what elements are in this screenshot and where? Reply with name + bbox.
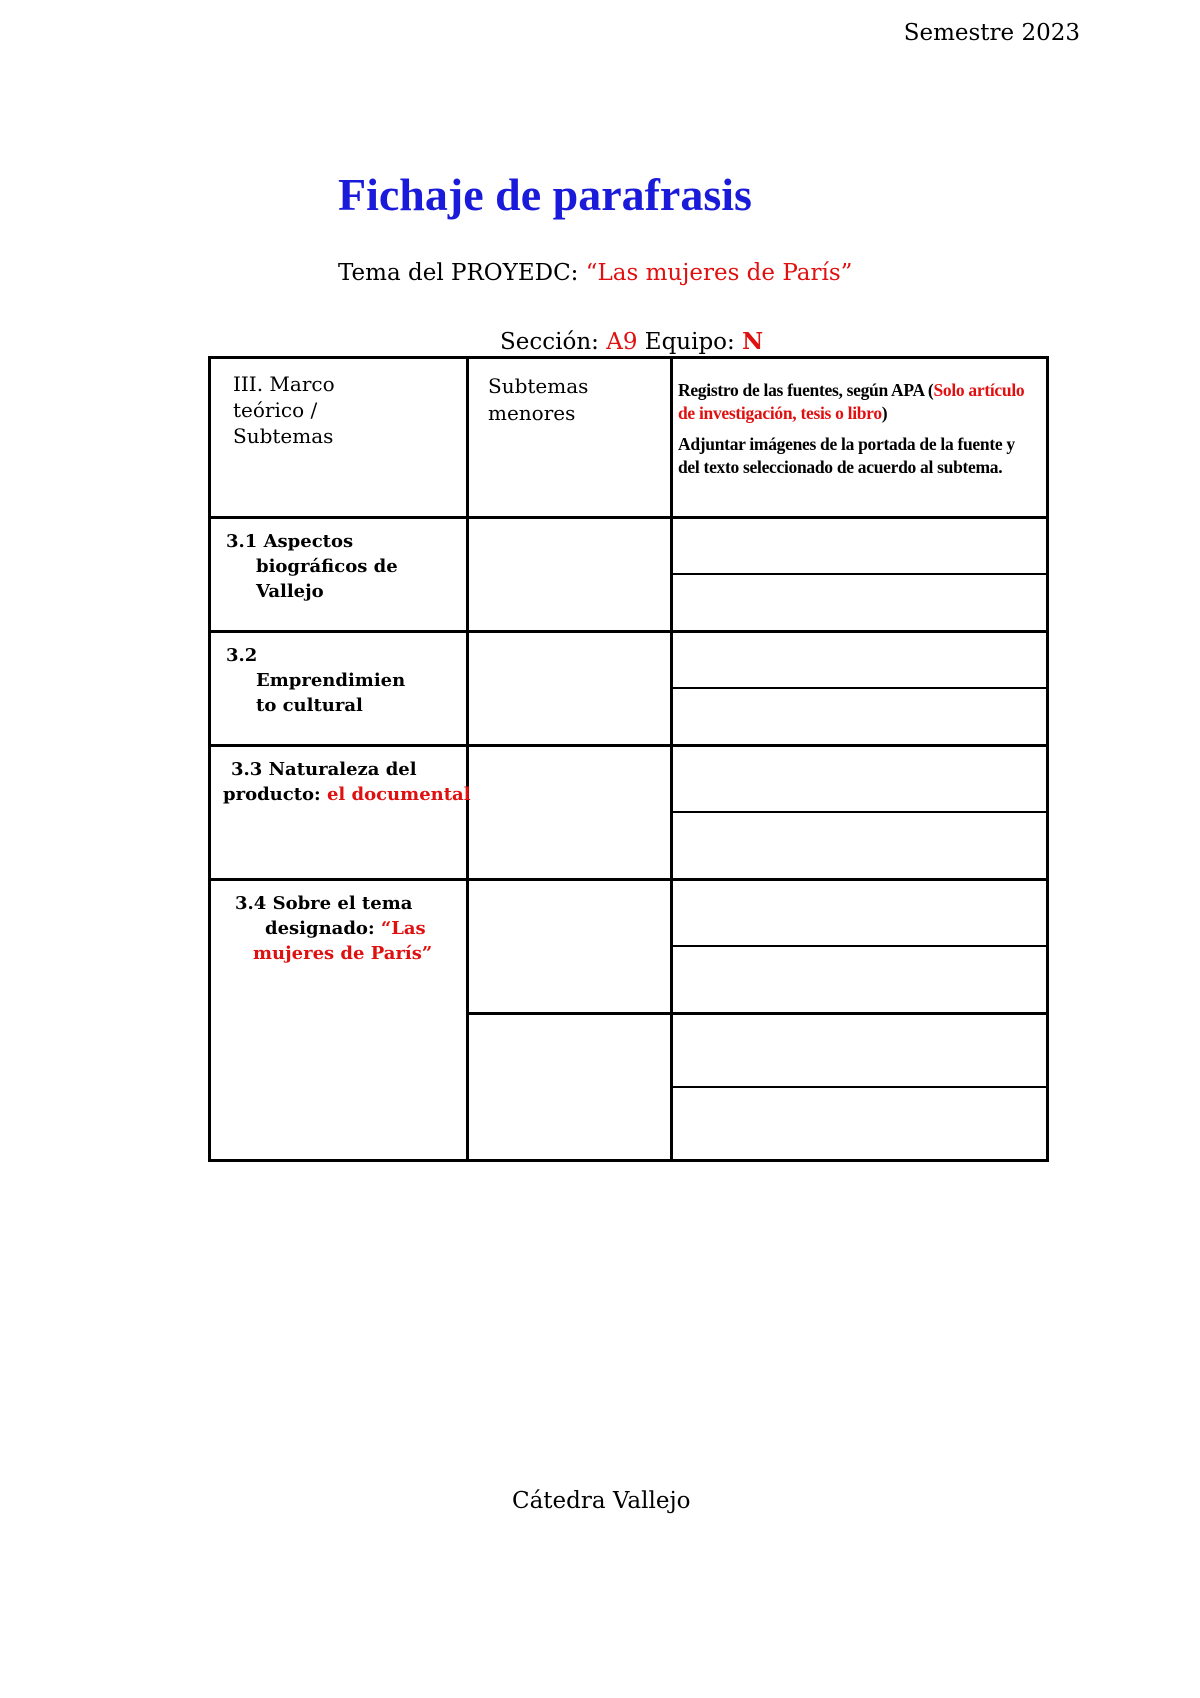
- row-highlight: el documental: [326, 784, 471, 805]
- header-line: Subtemas: [488, 374, 589, 398]
- row-subtema-3-2: [226, 643, 405, 718]
- header-line: Subtemas: [233, 424, 334, 448]
- row-line: [223, 782, 471, 807]
- header-source-types: Solo artículo de investigación, tesis o libro: [678, 380, 1025, 423]
- row-line: 3.1 Aspectos: [226, 531, 354, 552]
- row-line: Vallejo: [256, 581, 324, 602]
- team-value: N: [742, 328, 764, 355]
- header-registro-fuentes: [678, 379, 1038, 487]
- section-team: [500, 328, 763, 355]
- header-subtemas-menores: [488, 373, 588, 427]
- row-divider: [211, 630, 1046, 633]
- row-highlight: mujeres de París”: [253, 943, 433, 964]
- fichaje-table: [208, 356, 1049, 1162]
- subrow-divider: [671, 811, 1046, 813]
- header-text: ): [881, 403, 888, 423]
- subrow-divider: [671, 687, 1046, 689]
- footer-catedra: Cátedra Vallejo: [512, 1488, 691, 1514]
- row-line: Emprendimien: [256, 670, 406, 691]
- row-highlight: “Las: [380, 918, 426, 939]
- team-label: Equipo:: [637, 329, 743, 355]
- row-text: designado:: [265, 918, 381, 939]
- header-text: Registro de las fuentes, según APA (: [678, 380, 934, 400]
- topic-value: “Las mujeres de París”: [585, 260, 853, 286]
- column-divider: [670, 359, 673, 1159]
- header-line: menores: [488, 401, 576, 425]
- row-divider: [211, 878, 1046, 881]
- header-line: teórico /: [233, 398, 318, 422]
- row-line: [235, 916, 432, 941]
- row-line: biográficos de: [256, 556, 398, 577]
- topic-label: Tema del PROYEDC:: [338, 260, 586, 286]
- header-attach-note: Adjuntar imágenes de la portada de la fuente y del texto seleccionado de acuerdo al subtema.: [678, 434, 1015, 477]
- row-subtema-3-4: [235, 891, 432, 966]
- header-marco-teorico: [233, 371, 335, 449]
- page-title: Fichaje de parafrasis: [338, 169, 752, 220]
- row-divider: [211, 516, 1046, 519]
- row-line: 3.4 Sobre el tema: [235, 893, 413, 914]
- row-line: to cultural: [256, 695, 363, 716]
- row-text: producto:: [223, 784, 327, 805]
- header-line: III. Marco: [233, 372, 335, 396]
- row-subtema-3-1: [226, 529, 398, 604]
- row-subtema-3-3: [223, 757, 471, 807]
- row-divider: [211, 744, 1046, 747]
- semester-label: Semestre 2023: [903, 20, 1080, 46]
- row-divider: [467, 1012, 1046, 1015]
- subrow-divider: [671, 573, 1046, 575]
- section-value: A9: [606, 329, 638, 355]
- subrow-divider: [671, 945, 1046, 947]
- row-line: 3.3 Naturaleza del: [231, 759, 417, 780]
- row-line: 3.2: [226, 645, 258, 666]
- section-label: Sección:: [500, 329, 607, 355]
- header-apa-note: [678, 379, 1038, 425]
- project-topic: [338, 260, 852, 286]
- subrow-divider: [671, 1086, 1046, 1088]
